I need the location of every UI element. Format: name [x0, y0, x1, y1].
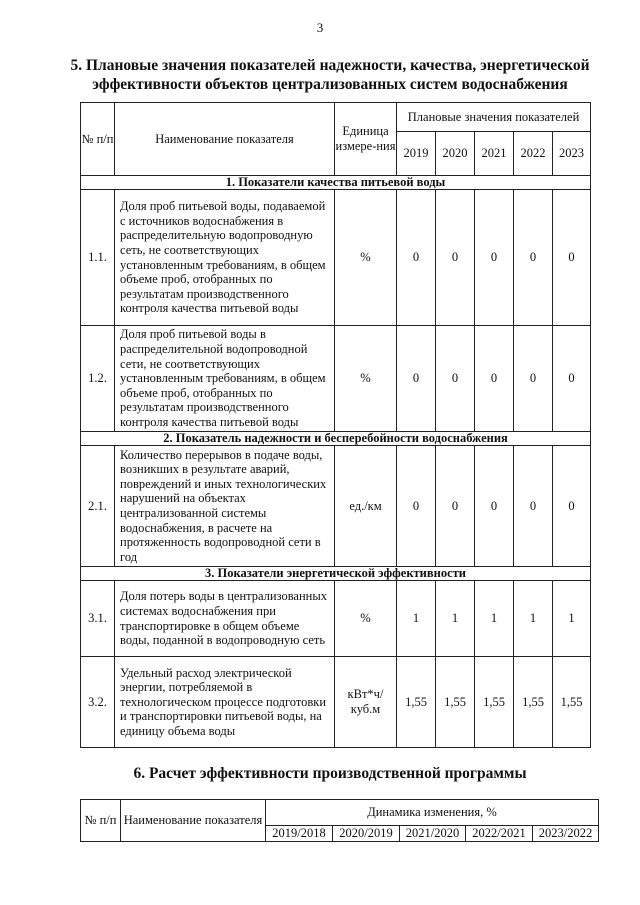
header-period: 2020/2019	[333, 826, 400, 842]
program-efficiency-table	[80, 799, 599, 842]
header-unit: Единица измере-ния	[335, 103, 397, 176]
row-value: 1	[397, 581, 436, 657]
row-value: 0	[397, 326, 436, 432]
row-value: 0	[475, 446, 514, 567]
group-title: 1. Показатели качества питьевой воды	[81, 176, 591, 190]
section-5-title-line2: эффективности объектов централизованных систем водоснабжения	[92, 76, 568, 93]
row-value: 1,55	[514, 657, 553, 748]
row-value: 0	[553, 190, 591, 326]
row-value: 0	[397, 190, 436, 326]
row-value: 1,55	[436, 657, 475, 748]
header-period: 2023/2022	[533, 826, 599, 842]
header-num: № п/п	[81, 103, 115, 176]
row-value: 1	[553, 581, 591, 657]
header-year: 2019	[397, 132, 436, 176]
row-value: 0	[553, 326, 591, 432]
header-year: 2021	[475, 132, 514, 176]
row-value: 0	[397, 446, 436, 567]
row-unit: кВт*ч/ куб.м	[335, 657, 397, 748]
header-period: 2019/2018	[266, 826, 333, 842]
row-value: 0	[514, 446, 553, 567]
row-value: 0	[436, 446, 475, 567]
row-name: Доля потерь воды в централизованных системах водоснабжения при транспортировке в общем объеме воды, поданной в водопроводную сеть	[115, 581, 335, 657]
page-number: 3	[316, 20, 324, 35]
row-unit: ед./км	[335, 446, 397, 567]
row-value: 0	[514, 190, 553, 326]
row-value: 1	[436, 581, 475, 657]
group-title: 2. Показатель надежности и бесперебойности водоснабжения	[81, 432, 591, 446]
row-name: Доля проб питьевой воды в распределительной водопроводной сети, не соответствующих установленным требованиям, в общем объеме проб, отобранных по результатам производственного контроля качества питьевой воды	[115, 326, 335, 432]
row-num: 3.1.	[81, 581, 115, 657]
row-value: 1,55	[397, 657, 436, 748]
row-value: 1,55	[475, 657, 514, 748]
row-value: 0	[436, 326, 475, 432]
row-value: 0	[514, 326, 553, 432]
section-5-title	[60, 56, 600, 94]
planned-indicators-table	[80, 102, 591, 748]
table-row	[81, 657, 591, 748]
row-value: 0	[553, 446, 591, 567]
row-name: Количество перерывов в подаче воды, возникших в результате аварий, повреждений и иных технологических нарушений на объектах централизованной системы водоснабжения, в расчете на протяженность водопроводной сети в год	[115, 446, 335, 567]
row-num: 1.2.	[81, 326, 115, 432]
header-dynamics: Динамика изменения, %	[266, 800, 599, 826]
header-num: № п/п	[81, 800, 121, 842]
row-value: 0	[475, 326, 514, 432]
row-num: 2.1.	[81, 446, 115, 567]
group-title: 3. Показатели энергетической эффективности	[81, 567, 591, 581]
section-5-title-line1: 5. Плановые значения показателей надежности, качества, энергетической	[70, 57, 590, 74]
row-unit: %	[335, 326, 397, 432]
header-name: Наименование показателя	[121, 800, 266, 842]
header-period: 2021/2020	[400, 826, 466, 842]
header-year: 2023	[553, 132, 591, 176]
row-name: Доля проб питьевой воды, подаваемой с источников водоснабжения в распределительную водопроводную сеть, не соответствующих установленным требованиям, в общем объеме проб, отобранных по результатам производственного контроля качества питьевой воды	[115, 190, 335, 326]
header-period: 2022/2021	[466, 826, 533, 842]
header-year: 2022	[514, 132, 553, 176]
row-name: Удельный расход электрической энергии, потребляемой в технологическом процессе подготовки и транспортировки питьевой воды, на единицу объема воды	[115, 657, 335, 748]
row-value: 0	[436, 190, 475, 326]
row-num: 3.2.	[81, 657, 115, 748]
section-6-title: 6. Расчет эффективности производственной программы	[133, 765, 527, 782]
header-planned-values: Плановые значения показателей	[397, 103, 591, 132]
header-name: Наименование показателя	[115, 103, 335, 176]
table-row	[81, 446, 591, 567]
table-row	[81, 581, 591, 657]
row-unit: %	[335, 581, 397, 657]
row-value: 1,55	[553, 657, 591, 748]
table-row	[81, 190, 591, 326]
row-value: 1	[475, 581, 514, 657]
row-value: 0	[475, 190, 514, 326]
row-num: 1.1.	[81, 190, 115, 326]
row-value: 1	[514, 581, 553, 657]
header-year: 2020	[436, 132, 475, 176]
row-unit: %	[335, 190, 397, 326]
table-row	[81, 326, 591, 432]
